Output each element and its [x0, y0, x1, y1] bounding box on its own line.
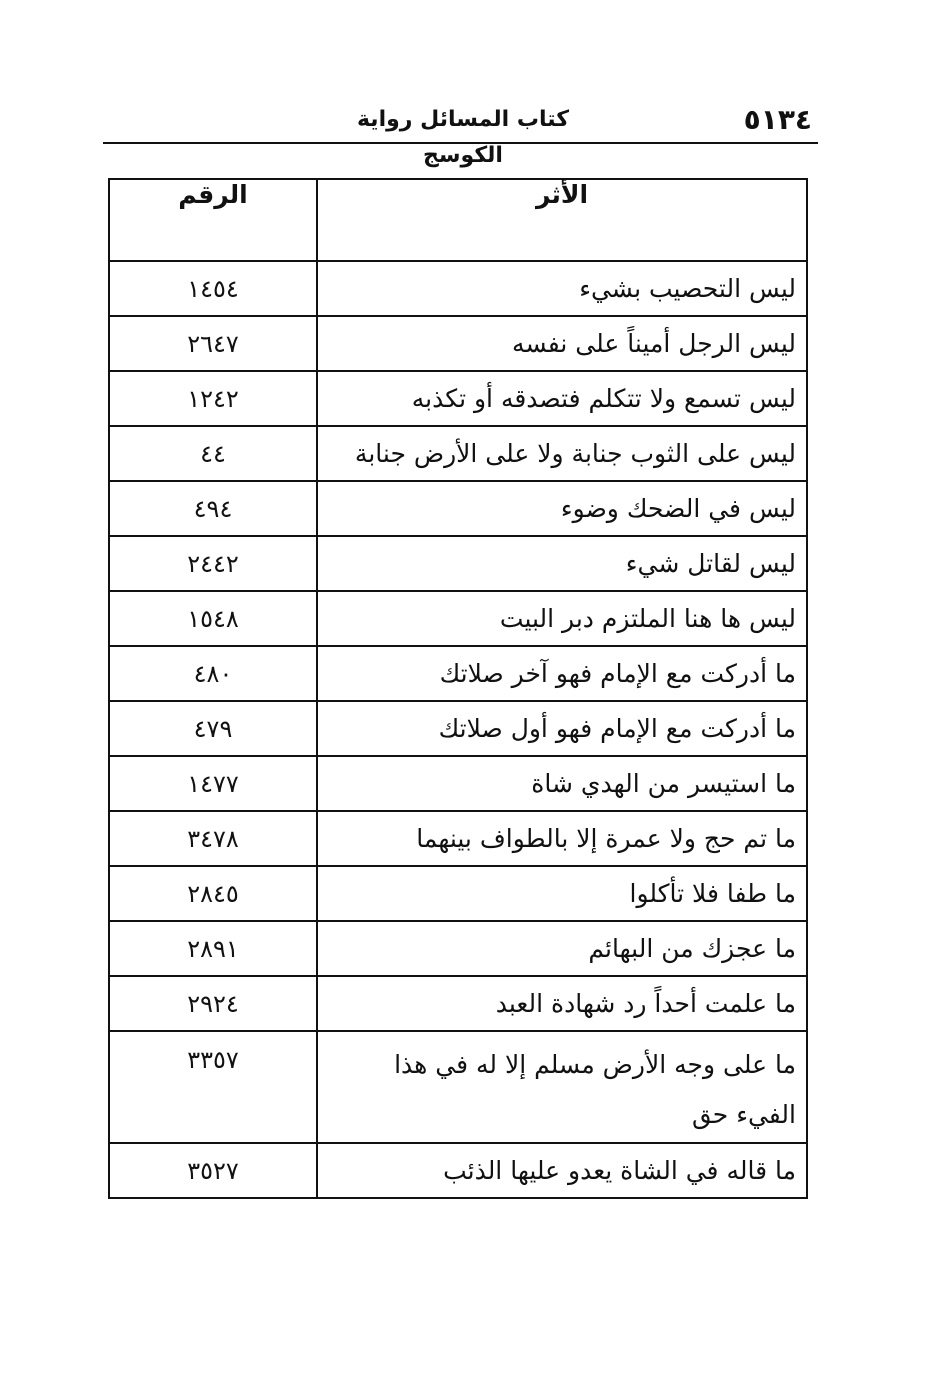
number-cell: ٤٤ — [109, 426, 317, 481]
athar-cell: ما على وجه الأرض مسلم إلا له في هذا الفيء حق — [317, 1031, 807, 1143]
athar-cell: ما أدركت مع الإمام فهو أول صلاتك — [317, 701, 807, 756]
number-cell: ٤٨٠ — [109, 646, 317, 701]
athar-cell: ما تم حج ولا عمرة إلا بالطواف بينهما — [317, 811, 807, 866]
table-header-row — [109, 179, 807, 261]
number-cell: ٢٨٤٥ — [109, 866, 317, 921]
athar-cell: ليس على الثوب جنابة ولا على الأرض جنابة — [317, 426, 807, 481]
athar-cell: ليس التحصيب بشيء — [317, 261, 807, 316]
athar-cell: ما استيسر من الهدي شاة — [317, 756, 807, 811]
table-row — [109, 426, 807, 481]
table-row — [109, 976, 807, 1031]
page-header — [103, 100, 818, 168]
table-row — [109, 591, 807, 646]
number-cell: ٤٧٩ — [109, 701, 317, 756]
number-cell: ٣٤٧٨ — [109, 811, 317, 866]
number-cell: ٢٤٤٢ — [109, 536, 317, 591]
table-row — [109, 1143, 807, 1198]
athar-cell: ما طفا فلا تأكلوا — [317, 866, 807, 921]
table-row — [109, 261, 807, 316]
table-row — [109, 811, 807, 866]
page-number: ٥١٣٤ — [743, 103, 812, 136]
athar-cell: ليس ها هنا الملتزم دبر البيت — [317, 591, 807, 646]
athar-cell: ليس لقاتل شيء — [317, 536, 807, 591]
table-row — [109, 866, 807, 921]
number-cell: ١٤٧٧ — [109, 756, 317, 811]
column-header-number: الرقم — [109, 179, 317, 261]
book-title: كتاب المسائل رواية الكوسج — [356, 107, 570, 168]
athar-cell: ما عجزك من البهائم — [317, 921, 807, 976]
header-rule — [103, 142, 818, 144]
table-row — [109, 316, 807, 371]
number-cell: ٣٣٥٧ — [109, 1031, 317, 1143]
column-header-athar: الأثر — [317, 179, 807, 261]
athar-cell: ما علمت أحداً رد شهادة العبد — [317, 976, 807, 1031]
table-row — [109, 756, 807, 811]
table-row — [109, 921, 807, 976]
number-cell: ٢٩٢٤ — [109, 976, 317, 1031]
number-cell: ١٥٤٨ — [109, 591, 317, 646]
table-row — [109, 536, 807, 591]
athar-cell: ما قاله في الشاة يعدو عليها الذئب — [317, 1143, 807, 1198]
athar-cell: ليس في الضحك وضوء — [317, 481, 807, 536]
table-row — [109, 481, 807, 536]
table-row — [109, 646, 807, 701]
table-row — [109, 371, 807, 426]
athar-cell: ليس تسمع ولا تتكلم فتصدقه أو تكذبه — [317, 371, 807, 426]
number-cell: ٢٦٤٧ — [109, 316, 317, 371]
table-row — [109, 1031, 807, 1143]
number-cell: ٤٩٤ — [109, 481, 317, 536]
table-row — [109, 701, 807, 756]
athar-cell: ما أدركت مع الإمام فهو آخر صلاتك — [317, 646, 807, 701]
athar-cell: ليس الرجل أميناً على نفسه — [317, 316, 807, 371]
number-cell: ١٤٥٤ — [109, 261, 317, 316]
index-table — [108, 178, 808, 1199]
number-cell: ٢٨٩١ — [109, 921, 317, 976]
number-cell: ١٢٤٢ — [109, 371, 317, 426]
number-cell: ٣٥٢٧ — [109, 1143, 317, 1198]
